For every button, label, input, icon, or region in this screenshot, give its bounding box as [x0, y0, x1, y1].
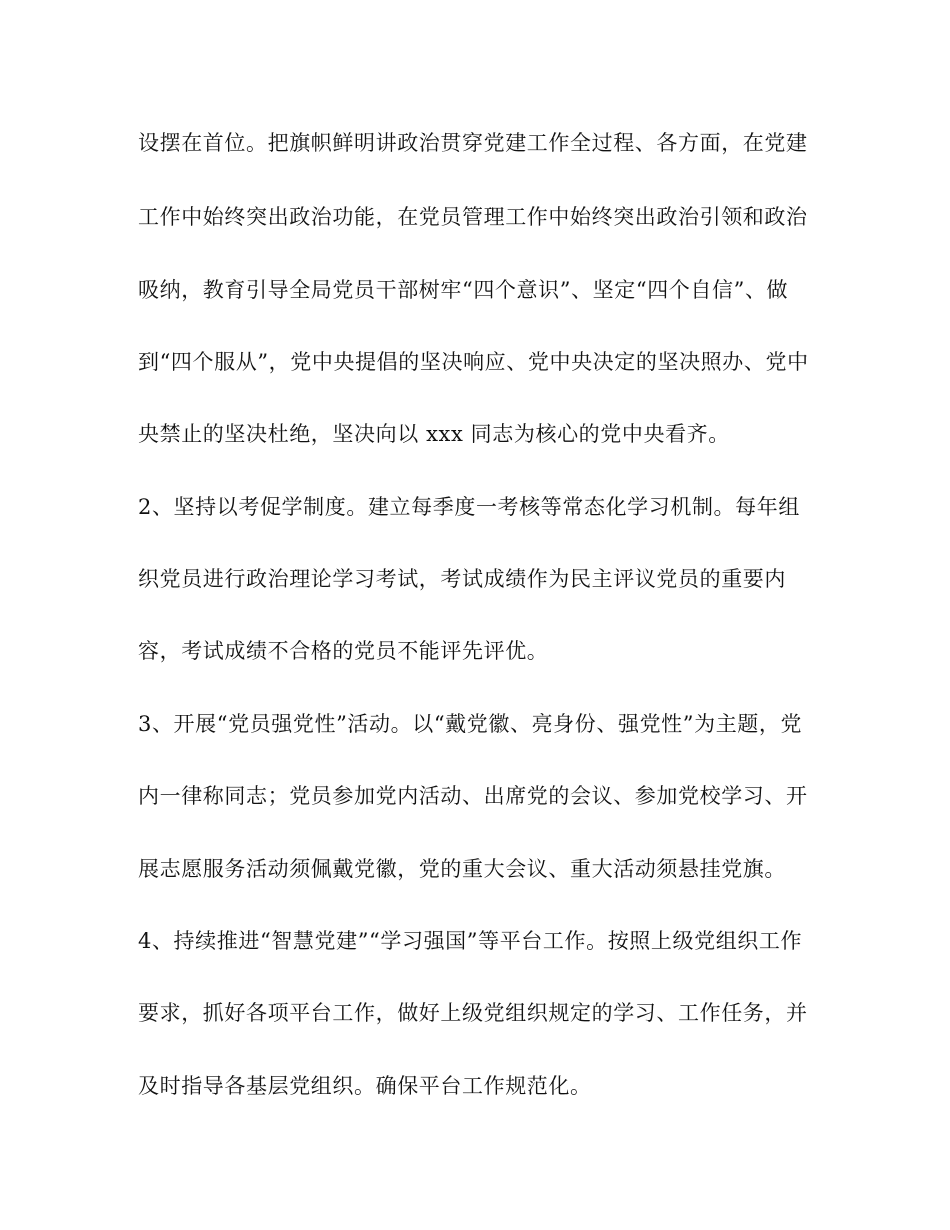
text-line: 吸纳，教育引导全局党员干部树牢“四个意识”、坚定“四个自信”、做	[138, 278, 789, 302]
text-line: 设摆在首位。把旗帜鲜明讲政治贯穿党建工作全过程、各方面，在党建	[138, 131, 808, 155]
text-line: 3、开展“党员强党性”活动。以“戴党徽、亮身份、强党性”为主题，党	[138, 712, 803, 736]
text-line: 2、坚持以考促学制度。建立每季度一考核等常态化学习机制。每年组	[138, 495, 800, 519]
text-line: 到“四个服从”，党中央提倡的坚决响应、党中央决定的坚决照办、党中	[138, 350, 809, 374]
text-line: 4、持续推进“智慧党建”“学习强国”等平台工作。按照上级党组织工作	[138, 929, 803, 953]
text-line: 展志愿服务活动须佩戴党徽，党的重大会议、重大活动须悬挂党旗。	[138, 857, 786, 881]
text-line: 织党员进行政治理论学习考试，考试成绩作为民主评议党员的重要内	[138, 567, 786, 591]
text-line: 容，考试成绩不合格的党员不能评先评优。	[138, 639, 549, 663]
text-line: 工作中始终突出政治功能，在党员管理工作中始终突出政治引领和政治	[138, 205, 808, 229]
text-line: 要求，抓好各项平台工作，做好上级党组织规定的学习、工作任务，并	[138, 1001, 808, 1025]
text-line: 内一律称同志；党员参加党内活动、出席党的会议、参加党校学习、开	[138, 784, 808, 808]
text-line: 央禁止的坚决杜绝，坚决向以 xxx 同志为核心的党中央看齐。	[138, 422, 730, 446]
text-line: 及时指导各基层党组织。确保平台工作规范化。	[138, 1074, 592, 1098]
